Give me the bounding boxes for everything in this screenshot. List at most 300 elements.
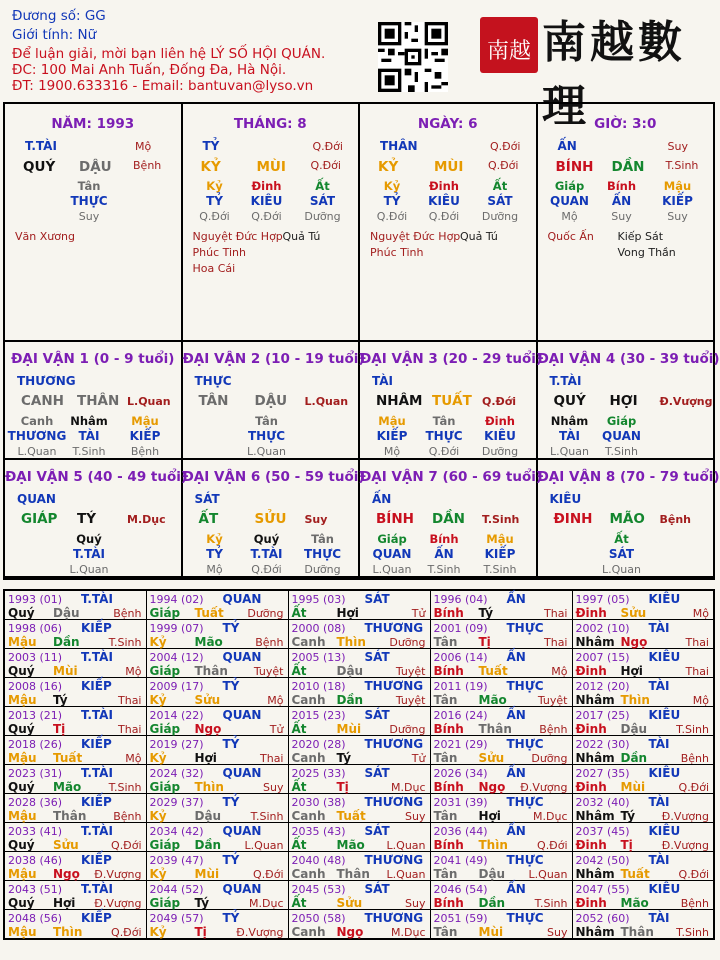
hidden-god: T.TÀI	[250, 547, 283, 561]
year-can: Canh	[291, 809, 326, 823]
year-label: 2025 (33)	[291, 767, 346, 780]
year-can: Quý	[8, 664, 35, 678]
year-row	[4, 881, 714, 910]
hidden-can: Tân	[255, 414, 278, 428]
luck-god: KIÊU	[549, 492, 582, 506]
year-can: Quý	[8, 780, 35, 794]
pillar-2[interactable]	[360, 104, 538, 342]
year-god: THƯƠNG	[364, 853, 424, 867]
year-cell[interactable]	[572, 765, 714, 794]
pillar-rel: Mộ	[135, 140, 152, 153]
year-stage: T.Sinh	[108, 781, 142, 794]
chart-grid	[3, 102, 720, 580]
year-cell[interactable]	[4, 794, 146, 823]
luck-stage: Q.Đới	[482, 395, 517, 408]
year-god: ẤN	[506, 650, 526, 664]
year-chi: Mùi	[336, 722, 362, 736]
year-chi: Dậu	[194, 809, 222, 823]
hidden-god: SÁT	[309, 194, 336, 208]
year-can: Quý	[8, 722, 35, 736]
year-cell[interactable]	[146, 620, 288, 649]
year-chi: Mùi	[620, 780, 646, 794]
year-cell[interactable]	[146, 707, 288, 736]
year-stage: Thai	[118, 694, 142, 707]
hidden-can: Tân	[432, 414, 456, 428]
luck-god: ẤN	[372, 492, 392, 506]
year-label: 2004 (12)	[149, 651, 204, 664]
luck-can: ĐINH	[553, 511, 593, 527]
year-cell[interactable]	[4, 881, 146, 910]
year-cell[interactable]	[146, 823, 288, 852]
year-can: Canh	[291, 635, 326, 649]
year-cell[interactable]	[572, 707, 714, 736]
hidden-stage: Q.Đới	[251, 210, 282, 223]
pillar-can: QUÝ	[23, 159, 56, 175]
year-chi: Dậu	[53, 606, 80, 620]
year-can: Giáp	[149, 664, 181, 678]
phone-email-line[interactable]: ĐT: 1900.633316 - Email: bantuvan@lyso.vn	[12, 78, 314, 94]
year-cell[interactable]	[146, 678, 288, 707]
year-stage: Dưỡng	[247, 607, 284, 620]
year-stage: Tử	[269, 723, 284, 736]
hidden-god: SÁT	[487, 194, 513, 208]
year-can: Canh	[291, 867, 326, 881]
year-cell[interactable]	[288, 823, 430, 852]
year-cell[interactable]	[288, 707, 430, 736]
year-chi: Tuất	[620, 867, 650, 881]
year-label: 2019 (27)	[149, 738, 204, 751]
year-can: Đinh	[575, 722, 607, 736]
luck-chi: HỢI	[609, 393, 638, 409]
gioi-label: Giới tính:	[12, 27, 78, 43]
year-cell[interactable]	[430, 678, 572, 707]
year-chi: Tị	[620, 838, 633, 852]
year-cell[interactable]	[4, 590, 146, 620]
year-can: Mậu	[8, 925, 37, 939]
hidden-stage: Suy	[667, 210, 688, 223]
year-stage: Q.Đới	[678, 868, 709, 881]
year-label: 2052 (60)	[575, 912, 630, 925]
year-cell[interactable]	[572, 590, 714, 620]
header-info	[12, 8, 325, 94]
year-god: ẤN	[506, 824, 526, 838]
hidden-god: ẤN	[434, 547, 454, 561]
year-cell[interactable]	[288, 590, 430, 620]
year-stage: T.Sinh	[108, 636, 142, 649]
year-cell[interactable]	[572, 620, 714, 649]
year-chi: Dậu	[620, 722, 648, 736]
year-cell[interactable]	[4, 910, 146, 940]
year-cell[interactable]	[4, 678, 146, 707]
pillar-chi: DẦN	[611, 159, 645, 175]
year-can: Tân	[433, 693, 458, 707]
qr-code-icon[interactable]	[378, 22, 448, 92]
year-cell[interactable]	[430, 794, 572, 823]
hidden-god: QUAN	[602, 429, 641, 443]
year-label: 2041 (49)	[433, 854, 488, 867]
year-cell[interactable]	[430, 707, 572, 736]
year-cell[interactable]	[572, 881, 714, 910]
year-cell[interactable]	[146, 649, 288, 678]
year-god: TÀI	[648, 737, 670, 751]
year-stage: Mộ	[692, 607, 709, 620]
hidden-stage: L.Quan	[247, 445, 286, 458]
year-cell[interactable]	[288, 678, 430, 707]
pillar-0[interactable]	[5, 104, 183, 342]
year-cell[interactable]	[288, 910, 430, 940]
hidden-stage: T.Sinh	[427, 563, 461, 576]
year-god: KIẾP	[81, 911, 112, 925]
luck-pillar-6[interactable]	[182, 460, 365, 578]
year-god: ẤN	[506, 592, 526, 606]
hidden-stage: Q.Đới	[251, 563, 282, 576]
star-label: Nguyệt Đức Hợp	[192, 230, 283, 243]
pillar-chi: MÙI	[256, 159, 286, 175]
year-chi: Mùi	[478, 925, 504, 939]
year-label: 2031 (39)	[433, 796, 488, 809]
pillar-stage: T.Sinh	[665, 159, 699, 172]
luck-title: ĐẠI VẬN 5 (40 - 49 tuổi)	[5, 469, 188, 485]
year-can: Mậu	[8, 751, 37, 765]
year-can: Kỷ	[149, 809, 167, 823]
hidden-god: THỰC	[303, 547, 342, 561]
year-chi: Dần	[53, 635, 80, 649]
year-can: Bính	[433, 664, 464, 678]
year-god: TỶ	[222, 795, 240, 809]
hidden-can: Kỷ	[383, 179, 401, 193]
hidden-can: Nhâm	[550, 414, 589, 428]
year-label: 2006 (14)	[433, 651, 488, 664]
year-chi: Ngọ	[620, 635, 648, 649]
year-god: TỶ	[222, 853, 240, 867]
year-stage: Q.Đới	[111, 926, 142, 939]
year-chi: Sửu	[620, 606, 647, 620]
year-cell[interactable]	[288, 620, 430, 649]
year-cell[interactable]	[4, 765, 146, 794]
year-chi: Tuất	[53, 751, 83, 765]
hidden-can: Kỷ	[206, 532, 223, 546]
year-chi: Tý	[194, 896, 210, 910]
star-label: Quả Tú	[282, 230, 321, 243]
year-cell[interactable]	[146, 852, 288, 881]
year-can: Bính	[433, 896, 464, 910]
year-label: 2028 (36)	[8, 796, 63, 809]
luck-pillar-5[interactable]	[5, 460, 188, 578]
luck-stage: L.Quan	[127, 395, 171, 408]
year-cell[interactable]	[572, 649, 714, 678]
luck-god: TÀI	[372, 374, 394, 388]
year-stage: Đ.Vượng	[236, 926, 284, 939]
year-label: 2001 (09)	[433, 622, 488, 635]
year-stage: Mộ	[125, 752, 142, 765]
year-cell[interactable]	[146, 881, 288, 910]
year-god: ẤN	[506, 708, 526, 722]
year-stage: Suy	[405, 897, 426, 910]
year-label: 2040 (48)	[291, 854, 346, 867]
hidden-god: THỰC	[247, 429, 286, 443]
luck-title: ĐẠI VẬN 2 (10 - 19 tuổi)	[182, 351, 365, 367]
year-god: KIẾP	[81, 679, 112, 693]
year-can: Ất	[291, 896, 307, 910]
year-cell[interactable]	[430, 590, 572, 620]
luck-chi: TÝ	[77, 511, 96, 527]
year-stage: Bệnh	[113, 810, 142, 823]
hidden-can: Giáp	[554, 179, 585, 193]
year-cell[interactable]	[146, 736, 288, 765]
luck-god: QUAN	[17, 492, 56, 506]
year-label: 2034 (42)	[149, 825, 204, 838]
year-stage: M.Dục	[249, 897, 284, 910]
year-cell[interactable]	[430, 852, 572, 881]
year-stage: T.Sinh	[250, 810, 284, 823]
pillar-chi: DẬU	[79, 159, 112, 175]
year-stage: Tuyệt	[537, 694, 568, 707]
year-can: Giáp	[149, 722, 181, 736]
pillar-chi: MÙI	[434, 159, 464, 175]
hidden-god: KIẾP	[376, 429, 408, 443]
year-god: SÁT	[364, 708, 390, 722]
year-chi: Mão	[620, 896, 649, 910]
hidden-stage: Suy	[78, 210, 100, 223]
hidden-god: TỶ	[206, 547, 223, 561]
year-god: QUAN	[222, 708, 262, 722]
year-god: THƯƠNG	[364, 621, 424, 635]
star-label: Nguyệt Đức Hợp	[370, 230, 461, 243]
hidden-stage: L.Quan	[550, 445, 589, 458]
pillar-stage: Q.Đới	[310, 159, 341, 172]
luck-title: ĐẠI VẬN 6 (50 - 59 tuổi)	[182, 469, 365, 485]
year-label: 2038 (46)	[8, 854, 63, 867]
luck-stage: Bệnh	[659, 513, 692, 526]
hidden-god: TÀI	[558, 429, 581, 443]
year-can: Bính	[433, 780, 464, 794]
year-chi: Dần	[620, 751, 648, 765]
year-cell[interactable]	[288, 736, 430, 765]
year-row	[4, 590, 714, 620]
luck-stage: Suy	[304, 513, 328, 526]
year-cell[interactable]	[146, 910, 288, 940]
year-label: 1997 (05)	[575, 593, 630, 606]
year-cell[interactable]	[4, 707, 146, 736]
luck-god: THƯƠNG	[17, 374, 76, 388]
year-row	[4, 765, 714, 794]
year-cell[interactable]	[288, 649, 430, 678]
year-stage: Thai	[685, 665, 709, 678]
luck-pillar-4[interactable]	[537, 342, 720, 460]
year-god: THƯƠNG	[364, 679, 424, 693]
hidden-god: ẤN	[611, 194, 632, 208]
year-chi: Tị	[478, 635, 491, 649]
seal-logo	[480, 17, 538, 73]
year-cell[interactable]	[572, 678, 714, 707]
year-chi: Tị	[194, 925, 207, 939]
year-can: Quý	[8, 838, 35, 852]
year-label: 2050 (58)	[291, 912, 346, 925]
year-stage: Mộ	[692, 694, 709, 707]
address-line: ĐC: 100 Mai Anh Tuấn, Đống Đa, Hà Nội.	[12, 62, 287, 78]
year-stage: Mộ	[125, 665, 142, 678]
year-can: Bính	[433, 606, 464, 620]
luck-god: THỰC	[194, 374, 232, 388]
luck-pillar-3[interactable]	[360, 342, 543, 460]
year-cell[interactable]	[288, 852, 430, 881]
year-can: Mậu	[8, 635, 37, 649]
year-god: THỰC	[506, 621, 544, 635]
luck-pillar-2[interactable]	[182, 342, 365, 460]
year-god: TỶ	[222, 911, 240, 925]
year-can: Canh	[291, 925, 326, 939]
year-label: 1995 (03)	[291, 593, 346, 606]
luck-pillar-7[interactable]	[360, 460, 543, 578]
luck-can: NHÂM	[376, 393, 423, 409]
star-label: Phúc Tinh	[192, 246, 247, 259]
year-can: Canh	[291, 693, 326, 707]
year-god: T.TÀI	[81, 592, 113, 606]
year-cell[interactable]	[430, 620, 572, 649]
year-god: TÀI	[648, 853, 670, 867]
luck-chi: DẦN	[432, 511, 465, 527]
year-stage: Thai	[685, 636, 709, 649]
year-stage: Suy	[547, 926, 568, 939]
hidden-god: TÀI	[78, 429, 100, 443]
luck-chi: SỬU	[254, 511, 287, 527]
pillar-can: KỶ	[378, 159, 399, 175]
luck-stage: T.Sinh	[482, 513, 520, 526]
year-god: KIÊU	[648, 592, 681, 606]
hidden-can: Ất	[492, 179, 508, 193]
year-can: Giáp	[149, 838, 181, 852]
year-chi: Mão	[336, 838, 365, 852]
year-cell[interactable]	[572, 852, 714, 881]
year-can: Tân	[433, 809, 458, 823]
year-label: 2027 (35)	[575, 767, 630, 780]
year-can: Quý	[8, 606, 35, 620]
hidden-can: Mậu	[486, 532, 514, 546]
hidden-can: Tân	[77, 179, 101, 193]
year-god: KIÊU	[648, 708, 681, 722]
hidden-stage: Dưỡng	[304, 563, 341, 576]
year-cell[interactable]	[430, 910, 572, 940]
luck-title: ĐẠI VẬN 3 (20 - 29 tuổi)	[360, 351, 543, 367]
year-label: 2005 (13)	[291, 651, 346, 664]
contact-line: Để luận giải, mời bạn liên hệ LÝ SỐ HỘI QUÁN.	[12, 46, 326, 62]
year-chi: Mùi	[53, 664, 78, 678]
year-label: 2016 (24)	[433, 709, 488, 722]
year-chi: Dậu	[478, 867, 506, 881]
year-stage: T.Sinh	[676, 723, 709, 736]
year-label: 1999 (07)	[149, 622, 204, 635]
year-chi: Mão	[478, 693, 507, 707]
luck-title: ĐẠI VẬN 1 (0 - 9 tuổi)	[11, 351, 175, 367]
year-cell[interactable]	[430, 736, 572, 765]
year-cell[interactable]	[146, 794, 288, 823]
hidden-stage: Dưỡng	[481, 210, 519, 223]
hidden-god: KIẾP	[484, 547, 516, 561]
pillar-can: BÍNH	[555, 159, 594, 175]
luck-chi: THÂN	[77, 393, 120, 409]
year-label: 2026 (34)	[433, 767, 488, 780]
year-label: 2022 (30)	[575, 738, 630, 751]
year-cell[interactable]	[146, 590, 288, 620]
pillar-1[interactable]	[183, 104, 361, 342]
year-cell[interactable]	[288, 881, 430, 910]
year-stage: Suy	[263, 781, 284, 794]
year-stage: L.Quan	[244, 839, 284, 852]
year-row	[4, 678, 714, 707]
luck-pillar-8[interactable]	[537, 460, 720, 578]
year-row	[4, 823, 714, 852]
hidden-god: QUAN	[372, 547, 412, 561]
year-can: Đinh	[575, 606, 607, 620]
year-cell[interactable]	[4, 852, 146, 881]
hidden-can: Đinh	[251, 179, 282, 193]
luck-title: ĐẠI VẬN 7 (60 - 69 tuổi)	[360, 469, 543, 485]
year-god: THỰC	[506, 853, 544, 867]
year-god: T.TÀI	[81, 824, 113, 838]
year-cell[interactable]	[430, 765, 572, 794]
year-cell[interactable]	[288, 765, 430, 794]
gioi-value: Nữ	[77, 27, 97, 43]
year-cell[interactable]	[4, 620, 146, 649]
hidden-stage: Q.Đới	[428, 445, 460, 458]
year-stage: Q.Đới	[678, 781, 709, 794]
hidden-stage: L.Quan	[69, 563, 109, 576]
year-stage: Bệnh	[680, 897, 709, 910]
year-cell[interactable]	[430, 823, 572, 852]
pillar-god: TỶ	[202, 139, 220, 153]
year-cell[interactable]	[572, 910, 714, 940]
year-can: Mậu	[8, 693, 37, 707]
year-stage: Bệnh	[680, 752, 709, 765]
year-stage: L.Quan	[528, 868, 568, 881]
year-chi: Tuất	[478, 664, 508, 678]
year-cell[interactable]	[4, 823, 146, 852]
year-god: KIẾP	[81, 621, 112, 635]
year-row	[4, 910, 714, 940]
year-label: 1996 (04)	[433, 593, 488, 606]
year-god: T.TÀI	[81, 650, 113, 664]
year-chi: Ngọ	[336, 925, 364, 939]
year-cell[interactable]	[4, 736, 146, 765]
year-cell[interactable]	[572, 823, 714, 852]
pillar-rel: Q.Đới	[312, 140, 343, 153]
year-cell[interactable]	[572, 794, 714, 823]
pillar-3[interactable]	[538, 104, 716, 342]
year-label: 2012 (20)	[575, 680, 630, 693]
luck-god: T.TÀI	[549, 374, 582, 388]
year-can: Mậu	[8, 809, 37, 823]
year-chi: Thìn	[194, 780, 224, 794]
year-can: Tân	[433, 635, 458, 649]
year-label: 2018 (26)	[8, 738, 63, 751]
year-chi: Hợi	[620, 664, 643, 678]
year-label: 2048 (56)	[8, 912, 63, 925]
year-cell[interactable]	[430, 649, 572, 678]
year-cell[interactable]	[572, 736, 714, 765]
hidden-stage: Q.Đới	[428, 210, 460, 223]
year-cell[interactable]	[146, 765, 288, 794]
year-can: Kỷ	[149, 693, 167, 707]
year-god: KIẾP	[81, 795, 112, 809]
year-god: THƯƠNG	[364, 911, 424, 925]
year-label: 2049 (57)	[149, 912, 204, 925]
year-can: Ất	[291, 722, 307, 736]
pillar-god: THÂN	[380, 139, 418, 153]
year-cell[interactable]	[288, 794, 430, 823]
year-cell[interactable]	[4, 649, 146, 678]
year-cell[interactable]	[430, 881, 572, 910]
luck-pillar-1[interactable]	[5, 342, 183, 460]
